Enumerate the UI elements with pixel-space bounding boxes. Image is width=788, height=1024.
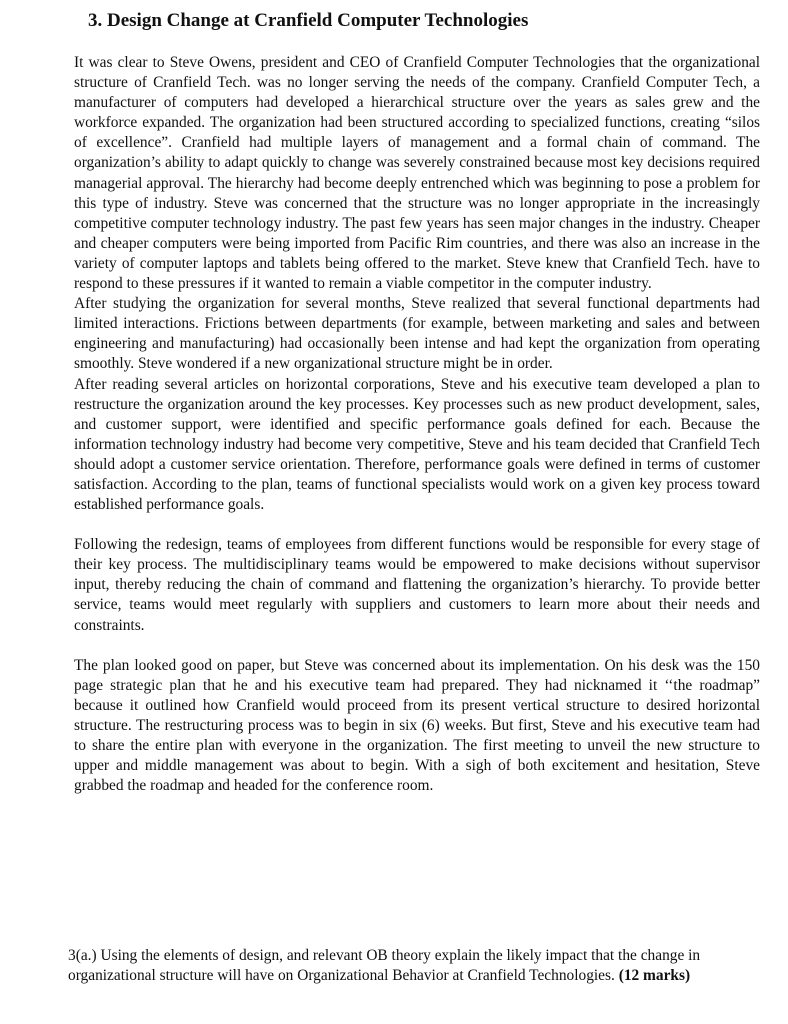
question-text: 3(a.) Using the elements of design, and relevant OB theory explain the likely impact that the change in organizational structure will have on Organizational Behavior at Cranfield Technologies. — [68, 947, 701, 984]
question-3a — [68, 946, 728, 986]
paragraph-study: After studying the organization for several months, Steve realized that several functional departments had limited interactions. Frictions between departments (for example, between marketing and sales and between engineering and manufacturing) had occasionally been intense and had kept the organization from operating smoothly. Steve wondered if a new organizational structure might be in order. — [74, 295, 760, 373]
question-marks: (12 marks) — [618, 967, 691, 984]
case-body — [74, 53, 760, 796]
paragraph-intro: It was clear to Steve Owens, president and CEO of Cranfield Computer Technologies that the organizational structure of Cranfield Tech. was no longer serving the needs of the company. Cranfield Computer Tech, a manufacturer of computers had developed a hierarchical structure over the years as sales grew and the workforce expanded. The organization had been structured according to specialized functions, creating “silos of excellence”. Cranfield had multiple layers of management and a formal chain of command. The organization’s ability to adapt quickly to change was severely constrained because most key decisions required managerial approval. The hierarchy had become deeply entrenched which was beginning to pose a problem for this type of industry. Steve was concerned that the structure was no longer appropriate in the increasingly competitive computer technology industry. The past few years has seen major changes in the industry. Cheaper and cheaper computers were being imported from Pacific Rim countries, and there was also an increase in the variety of computer laptops and tablets being offered to the market. Steve knew that Cranfield Tech. have to respond to these pressures if it wanted to remain a viable competitor in the computer industry. — [74, 54, 760, 293]
paragraph-plan: After reading several articles on horizontal corporations, Steve and his executive team developed a plan to restructure the organization around the key processes. Key processes such as new product development, sales, and customer support, were identified and specific performance goals defined for each. Because the information technology industry had become very competitive, Steve and his team decided that Cranfield Tech should adopt a customer service orientation. Therefore, performance goals were defined in terms of customer satisfaction. According to the plan, teams of functional specialists would work on a given key process toward established performance goals. — [74, 375, 760, 514]
paragraph-redesign: Following the redesign, teams of employees from different functions would be responsible for every stage of their key process. The multidisciplinary teams would be empowered to make decisions without supervisor input, thereby reducing the chain of command and flattening the organization’s hierarchy. To provide better service, teams would meet regularly with suppliers and customers to learn more about their needs and constraints. — [74, 536, 760, 634]
case-title: 3. Design Change at Cranfield Computer Technologies — [88, 10, 529, 31]
paragraph-implementation: The plan looked good on paper, but Steve was concerned about its implementation. On his desk was the 150 page strategic plan that he and his executive team had prepared. They had nicknamed it ‘‘the roadmap” because it outlined how Cranfield would proceed from its present vertical structure to desired horizontal structure. The restructuring process was to begin in six (6) weeks. But first, Steve and his executive team had to share the entire plan with everyone in the organization. The first meeting to unveil the new structure to upper and middle management was about to begin. With a sigh of both excitement and hesitation, Steve grabbed the roadmap and headed for the conference room. — [74, 656, 760, 795]
